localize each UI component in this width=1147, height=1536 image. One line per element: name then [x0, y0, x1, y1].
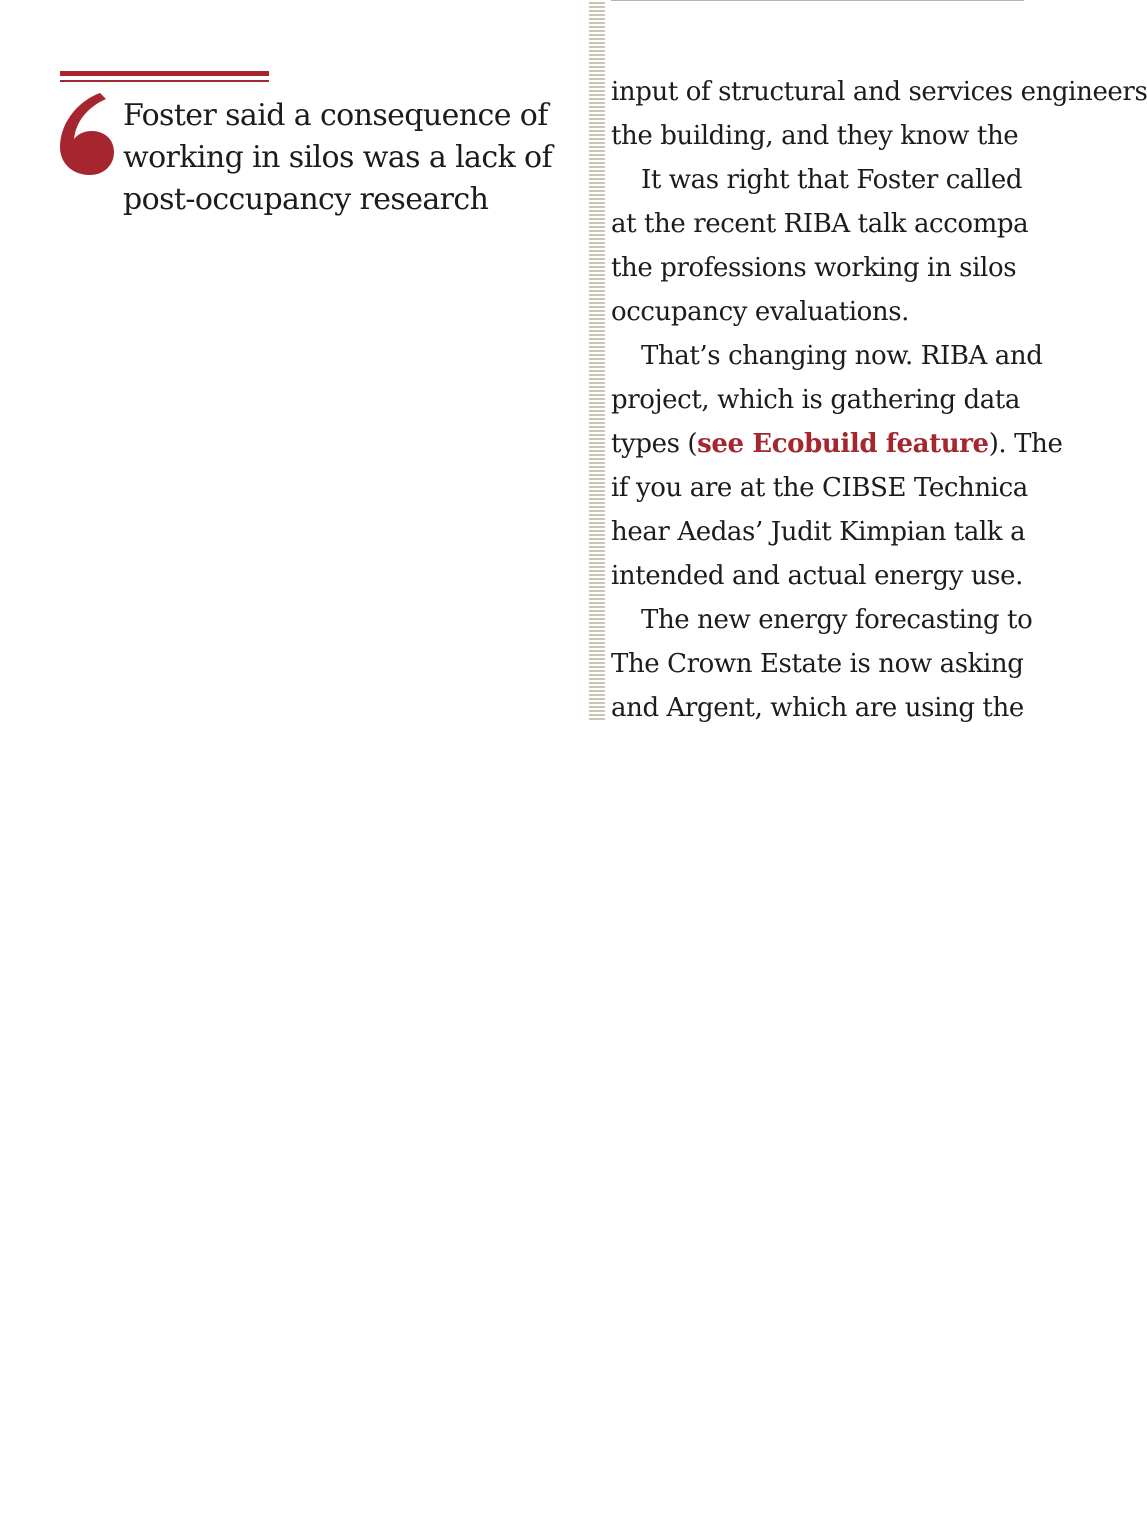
body-line: the building, and they know the — [611, 121, 1019, 151]
body-line: That’s changing now. RIBA and — [641, 341, 1043, 371]
body-line: intended and actual energy use. — [611, 561, 1023, 591]
column-separator — [589, 2, 605, 720]
body-line: input of structural and services engineers — [611, 77, 1147, 107]
body-line: and Argent, which are using the — [611, 693, 1024, 723]
ecobuild-feature-link[interactable]: see Ecobuild feature — [697, 429, 989, 459]
body-line-with-link — [611, 422, 1062, 466]
pull-quote-text: Foster said a consequence of working in silos was a lack of post-occupancy research — [123, 98, 553, 217]
body-text-fragment: ). The — [988, 429, 1063, 459]
body-text-fragment: types ( — [611, 429, 698, 459]
body-line: the professions working in silos — [611, 253, 1017, 283]
quote-mark-icon — [56, 91, 128, 181]
body-line: at the recent RIBA talk accompa — [611, 209, 1029, 239]
top-rule — [611, 0, 1024, 1]
pull-quote-secondary-rule — [60, 80, 269, 82]
body-line: The new energy forecasting to — [641, 605, 1033, 635]
body-line: hear Aedas’ Judit Kimpian talk a — [611, 517, 1026, 547]
body-line: project, which is gathering data — [611, 385, 1020, 415]
body-line: if you are at the CIBSE Technica — [611, 473, 1028, 503]
body-text-column — [611, 70, 1147, 730]
body-line: It was right that Foster called — [641, 165, 1023, 195]
body-line: occupancy evaluations. — [611, 297, 910, 327]
body-line: The Crown Estate is now asking — [611, 649, 1024, 679]
pull-quote-top-rule — [60, 71, 269, 76]
